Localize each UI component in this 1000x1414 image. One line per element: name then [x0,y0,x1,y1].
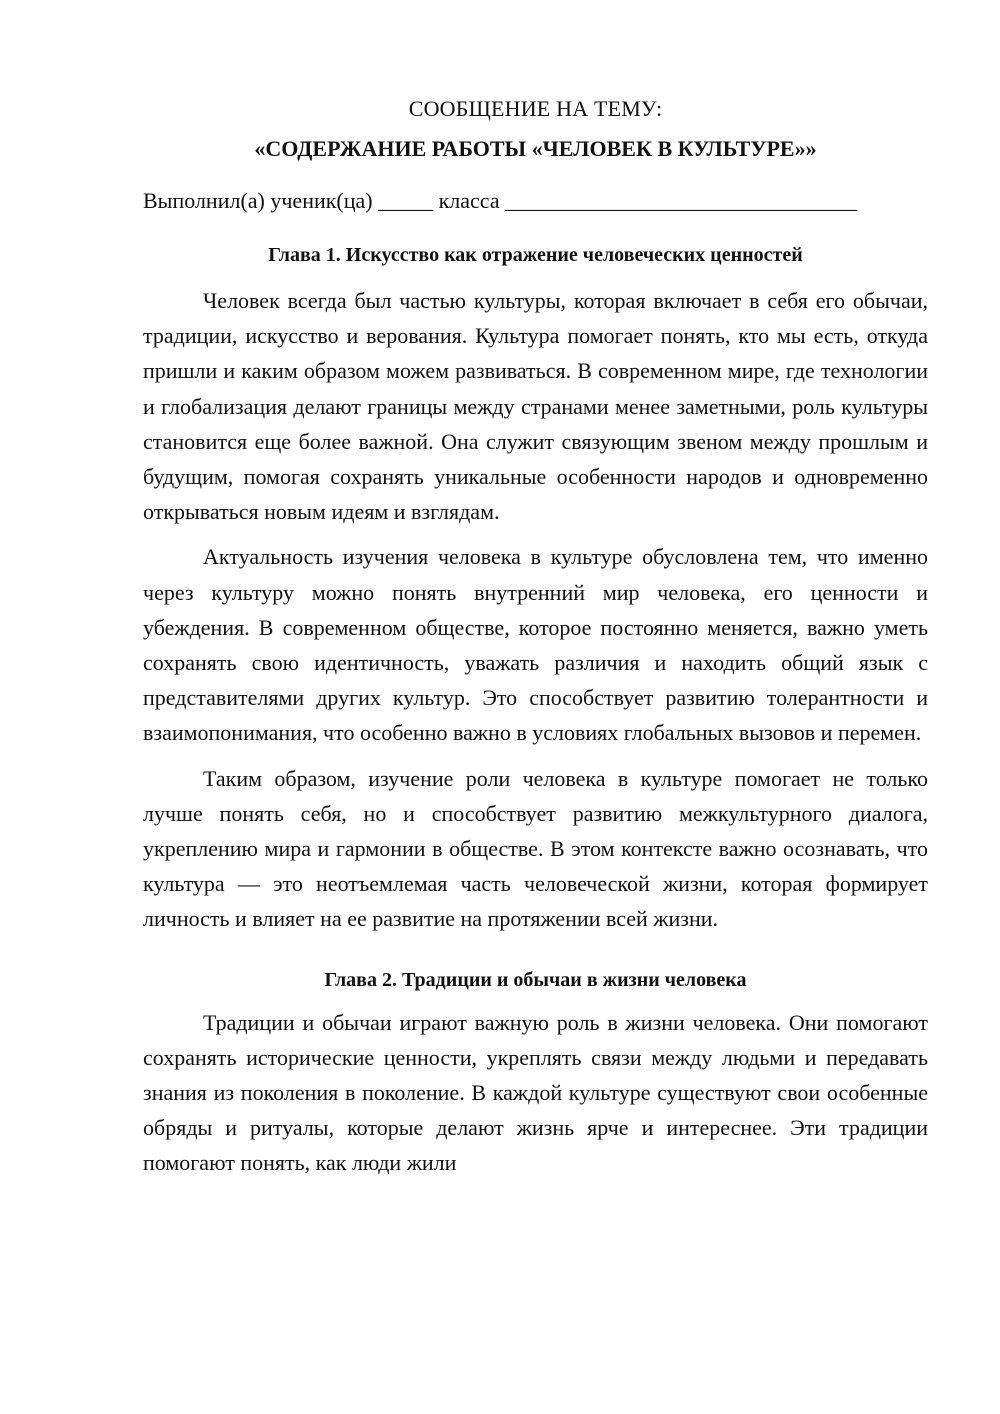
author-line: Выполнил(а) ученик(ца) _____ класса ________________________________ [143,188,858,213]
chapter-1-paragraph-3: Таким образом, изучение роли человека в культуре помогает не только лучше понять себя, но и способствует развитию межкультурного диалога, укреплению мира и гармонии в обществе. В этом контексте важно осознавать, что культура — это неотъемлемая часть человеческой жизни, которая формирует личность и влияет на ее развитие на протяжении всей жизни. [143,765,928,932]
document-title-line1: СООБЩЕНИЕ НА ТЕМУ: [408,96,663,121]
chapter-1-paragraph-2: Актуальность изучения человека в культуре обусловлена тем, что именно через культуру можно понять внутренний мир человека, его ценности и убеждения. В современном обществе, которое постоянно меняется, важно уметь сохранять свою идентичность, уважать различия и находить общий язык с представителями других культур. Это способствует развитию толерантности и взаимопонимания, что особенно важно в условиях глобальных вызовов и перемен. [143,544,928,746]
chapter-2-heading: Глава 2. Традиции и обычаи в жизни человека [324,968,747,991]
chapter-2-paragraph-1: Традиции и обычаи играют важную роль в жизни человека. Они помогают сохранять исторические ценности, укреплять связи между людьми и передавать знания из поколения в поколение. В каждой культуре существуют свои особенные обряды и ритуалы, которые делают жизнь ярче и интереснее. Эти традиции помогают понять, как люди жили [143,1009,928,1176]
chapter-1-heading: Глава 1. Искусство как отражение человеческих ценностей [268,244,803,266]
document-page [143,92,928,1181]
chapter-1-paragraph-1: Человек всегда был частью культуры, которая включает в себя его обычаи, традиции, искусство и верования. Культура помогает понять, кто мы есть, откуда пришли и каким образом можем развиваться. В современном мире, где технологии и глобализация делают границы между странами менее заметными, роль культуры становится еще более важной. Она служит связующим звеном между прошлым и будущим, помогая сохранять уникальные особенности народов и одновременно открываться новым идеям и взглядам. [143,288,928,525]
document-title-line2: «СОДЕРЖАНИЕ РАБОТЫ «ЧЕЛОВЕК В КУЛЬТУРЕ»» [254,136,817,161]
